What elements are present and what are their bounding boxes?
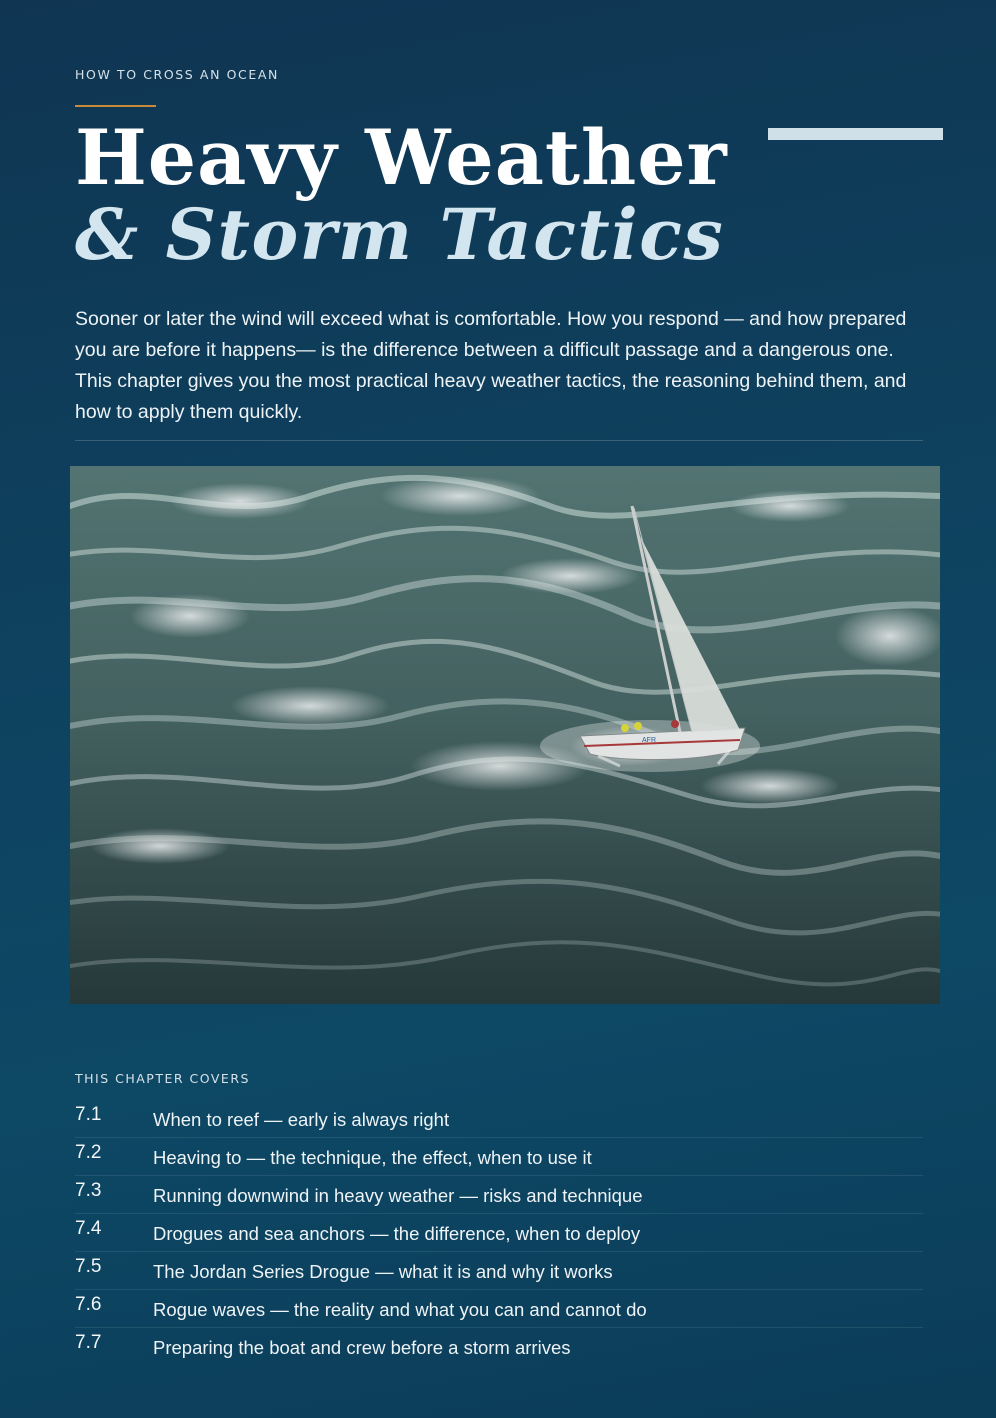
section-number: 7.5: [75, 1256, 102, 1277]
section-number: 7.1: [75, 1104, 102, 1125]
list-item[interactable]: [75, 1176, 923, 1214]
chapter-title: Heavy Weather: [75, 113, 728, 202]
decorative-bar: [768, 128, 943, 140]
section-number: 7.6: [75, 1294, 102, 1315]
section-kicker: HOW TO CROSS AN OCEAN: [75, 67, 279, 82]
intro-paragraph: Sooner or later the wind will exceed what is comfortable. How you respond — and how prepared you are before it happens— is the difference between a difficult passage and a dangerous one. This chapter gives you the most practical heavy weather tactics, the reasoning behind them, and how to apply them quickly.: [75, 308, 907, 423]
intro-divider: [75, 440, 923, 441]
section-number: 7.7: [75, 1332, 102, 1353]
list-item[interactable]: [75, 1328, 923, 1366]
section-title: Preparing the boat and crew before a storm arrives: [153, 1337, 571, 1358]
hull-marking: AFR: [642, 737, 656, 744]
section-title: Drogues and sea anchors — the difference, when to deploy: [153, 1223, 641, 1244]
kicker-accent-rule: [75, 105, 156, 107]
section-title: Running downwind in heavy weather — risks and technique: [153, 1185, 643, 1206]
section-title: Rogue waves — the reality and what you can and cannot do: [153, 1299, 647, 1320]
section-number: 7.2: [75, 1142, 102, 1163]
chapter-contents-list: [75, 1100, 923, 1366]
section-title: When to reef — early is always right: [153, 1109, 450, 1130]
section-title: Heaving to — the technique, the effect, when to use it: [153, 1147, 592, 1168]
section-number: 7.3: [75, 1180, 102, 1201]
list-item[interactable]: [75, 1252, 923, 1290]
list-item[interactable]: [75, 1214, 923, 1252]
chapter-subtitle: & Storm Tactics: [75, 193, 725, 276]
chapter-covers-label: THIS CHAPTER COVERS: [75, 1071, 250, 1086]
list-item[interactable]: [75, 1138, 923, 1176]
section-number: 7.4: [75, 1218, 102, 1239]
list-item[interactable]: [75, 1290, 923, 1328]
list-item[interactable]: [75, 1100, 923, 1138]
section-title: The Jordan Series Drogue — what it is and why it works: [153, 1261, 613, 1282]
storm-sailboat-photo: [70, 466, 940, 1004]
